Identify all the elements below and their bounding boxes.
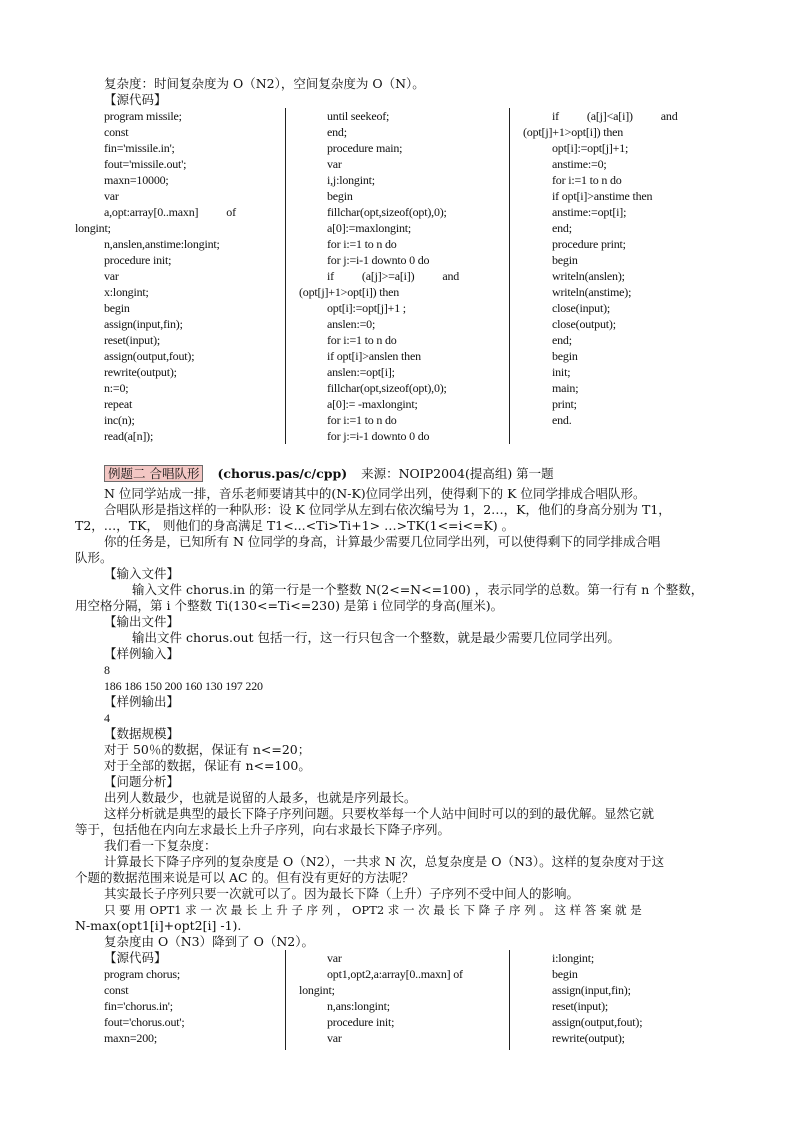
code-line: main; — [552, 381, 579, 395]
analysis-line: 复杂度由 O（N3）降到了 O（N2）。 — [104, 934, 314, 949]
analysis-line: 计算最长下降子序列的复杂度是 O（N2），一共求 N 次，总复杂度是 O（N3）。这样的复杂度对于这 — [104, 854, 665, 869]
code-line: close(input); — [552, 301, 611, 315]
code-line: procedure init; — [327, 1015, 395, 1029]
input-file-header: 【输入文件】 — [104, 566, 180, 581]
code-line: fout='chorus.out'; — [104, 1015, 185, 1029]
code-line: opt1,opt2,a:array[0..maxn] of — [327, 967, 463, 981]
code-line: print; — [552, 397, 577, 411]
code-line: begin — [552, 967, 578, 981]
code-line: repeat — [104, 397, 133, 411]
code-line: for i:=1 to n do — [327, 413, 397, 427]
code-line: if (a[j]>=a[i]) and — [327, 269, 460, 283]
code-line: fin='chorus.in'; — [104, 999, 173, 1013]
source-code-header: 【源代码】 — [104, 92, 167, 107]
desc-line: 你的任务是，已知所有 N 位同学的身高，计算最少需要几位同学出列，可以使得剩下的同学排成合唱 — [104, 534, 661, 549]
code-line: assign(input,fin); — [104, 317, 183, 331]
code-line: reset(input); — [104, 333, 161, 347]
code-line: begin — [552, 349, 578, 363]
code-line: fout='missile.out'; — [104, 157, 187, 171]
analysis-header: 【问题分析】 — [104, 774, 180, 789]
desc-line: T2，…，TK， 则他们的身高满足 T1<...<Ti>Ti+1> …>TK(1<=i<=K) 。 — [75, 518, 515, 533]
code-line: var — [327, 157, 342, 171]
desc-line: 合唱队形是指这样的一种队形：设 K 位同学从左到右依次编号为 1，2…，K，他们的身高分别为 T1， — [104, 502, 671, 517]
code-line: a,opt:array[0..maxn] of — [104, 205, 236, 219]
code-line: for i:=1 to n do — [552, 173, 622, 187]
code-line: procedure init; — [104, 253, 172, 267]
code-line: for j:=i-1 downto 0 do — [327, 253, 430, 267]
code-line: maxn=200; — [104, 1031, 157, 1045]
analysis-line: 其实最长子序列只要一次就可以了。因为最长下降（上升）子序列不受中间人的影响。 — [104, 886, 580, 901]
code-line: program chorus; — [104, 967, 180, 981]
analysis-line: 出列人数最少，也就是说留的人最多，也就是序列最长。 — [104, 790, 417, 805]
data-scale-header: 【数据规模】 — [104, 726, 180, 741]
data-scale-line: 对于全部的数据，保证有 n<=100。 — [104, 758, 311, 773]
desc-line: N 位同学站成一排，音乐老师要请其中的(N-K)位同学出列，使得剩下的 K 位同学排成合唱队形。 — [104, 486, 646, 501]
code-line: until seekeof; — [327, 109, 390, 123]
code-line: close(output); — [552, 317, 616, 331]
analysis-line: 个题的数据范围来说是可以 AC 的。但有没有更好的方法呢？ — [75, 870, 415, 885]
code-line: read(a[n]); — [104, 429, 154, 443]
code-line: for j:=i-1 downto 0 do — [327, 429, 430, 443]
code-line: end; — [552, 333, 572, 347]
data-scale-line: 对于 50％的数据，保证有 n<=20； — [104, 742, 311, 757]
code-line: longint; — [75, 221, 111, 235]
code-line: opt[i]:=opt[j]+1 ; — [327, 301, 406, 315]
example-title-row — [104, 466, 554, 482]
code-line: if opt[i]>anstime then — [552, 189, 653, 203]
output-file-header: 【输出文件】 — [104, 614, 180, 629]
code-line: for i:=1 to n do — [327, 333, 397, 347]
code-line: anslen:=opt[i]; — [327, 365, 395, 379]
code-line: anstime:=0; — [552, 157, 607, 171]
column-divider — [509, 950, 510, 1050]
example-source: 来源：NOIP2004(提高组) 第一题 — [361, 466, 554, 481]
code-line: end; — [552, 221, 572, 235]
code-line: var — [104, 189, 119, 203]
code-line: rewrite(output); — [104, 365, 177, 379]
example-file: (chorus.pas/c/cpp) — [217, 466, 348, 481]
code-line: (opt[j]+1>opt[i]) then — [523, 125, 624, 139]
input-desc: 用空格分隔，第 i 个整数 Ti(130<=Ti<=230) 是第 i 位同学的身高(厘米)。 — [75, 598, 504, 613]
code-line: anstime:=opt[i]; — [552, 205, 627, 219]
analysis-line: 我们看一下复杂度： — [104, 838, 217, 853]
code-line: procedure print; — [552, 237, 626, 251]
code-line: program missile; — [104, 109, 182, 123]
code-line: procedure main; — [327, 141, 403, 155]
code-line: if (a[j]<a[i]) and — [552, 109, 678, 123]
code-line: opt[i]:=opt[j]+1; — [552, 141, 629, 155]
code-line: longint; — [299, 983, 335, 997]
desc-line: 队形。 — [75, 550, 113, 565]
code-line: (opt[j]+1>opt[i]) then — [299, 285, 400, 299]
code-line: fillchar(opt,sizeof(opt),0); — [327, 381, 447, 395]
code-line: assign(output,fout); — [104, 349, 195, 363]
code-line: var — [327, 1031, 342, 1045]
code-line: i,j:longint; — [327, 173, 375, 187]
sample-input-line: 8 — [104, 663, 110, 677]
code-line: fillchar(opt,sizeof(opt),0); — [327, 205, 447, 219]
column-divider — [285, 108, 286, 444]
code-line: begin — [327, 189, 353, 203]
code-line: for i:=1 to n do — [327, 237, 397, 251]
column-divider — [285, 950, 286, 1050]
analysis-line: 只 要 用 OPT1 求 一 次 最 长 上 升 子 序 列 ， OPT2 求 一 次 最 长 下 降 子 序 列 。 这 样 答 案 就 是 — [104, 903, 642, 917]
output-desc: 输出文件 chorus.out 包括一行，这一行只包含一个整数，就是最少需要几位同学出列。 — [132, 630, 621, 645]
analysis-line: 等于，包括他在内向左求最长上升子序列，向右求最长下降子序列。 — [75, 822, 451, 837]
source-code-header: 【源代码】 — [104, 950, 167, 965]
code-line: n,ans:longint; — [327, 999, 390, 1013]
sample-output-header: 【样例输出】 — [104, 694, 180, 709]
analysis-line: 这样分析就是典型的最长下降子序列问题。只要枚举每一个人站中间时可以的到的最优解。显然它就 — [104, 806, 655, 821]
sample-input-header: 【样例输入】 — [104, 646, 180, 661]
code-line: end. — [552, 413, 572, 427]
code-line: begin — [104, 301, 130, 315]
code-line: maxn=10000; — [104, 173, 169, 187]
code-line: writeln(anstime); — [552, 285, 632, 299]
sample-output-line: 4 — [104, 711, 110, 725]
code-line: const — [104, 125, 129, 139]
code-line: if opt[i]>anslen then — [327, 349, 421, 363]
code-line: assign(input,fin); — [552, 983, 631, 997]
code-line: var — [327, 951, 342, 965]
code-line: reset(input); — [552, 999, 609, 1013]
code-line: i:longint; — [552, 951, 595, 965]
input-desc: 输入文件 chorus.in 的第一行是一个整数 N(2<=N<=100) ，表示同学的总数。第一行有 n 个整数， — [132, 582, 704, 597]
example-label: 例题二 合唱队形 — [104, 465, 203, 482]
code-line: const — [104, 983, 129, 997]
code-line: writeln(anslen); — [552, 269, 625, 283]
code-line: anslen:=0; — [327, 317, 376, 331]
code-line: end; — [327, 125, 347, 139]
code-line: assign(output,fout); — [552, 1015, 643, 1029]
code-line: fin='missile.in'; — [104, 141, 175, 155]
code-line: n,anslen,anstime:longint; — [104, 237, 220, 251]
code-line: a[0]:=maxlongint; — [327, 221, 412, 235]
analysis-line: N-max(opt1[i]+opt2[i] -1). — [75, 918, 242, 933]
code-line: x:longint; — [104, 285, 149, 299]
sample-input-line: 186 186 150 200 160 130 197 220 — [104, 679, 263, 693]
column-divider — [509, 108, 510, 444]
code-line: begin — [552, 253, 578, 267]
code-line: a[0]:= -maxlongint; — [327, 397, 418, 411]
code-line: var — [104, 269, 119, 283]
code-line: init; — [552, 365, 571, 379]
complexity-text: 复杂度：时间复杂度为 O（N2），空间复杂度为 O（N）。 — [104, 76, 425, 91]
code-line: rewrite(output); — [552, 1031, 625, 1045]
code-line: inc(n); — [104, 413, 135, 427]
code-line: n:=0; — [104, 381, 129, 395]
